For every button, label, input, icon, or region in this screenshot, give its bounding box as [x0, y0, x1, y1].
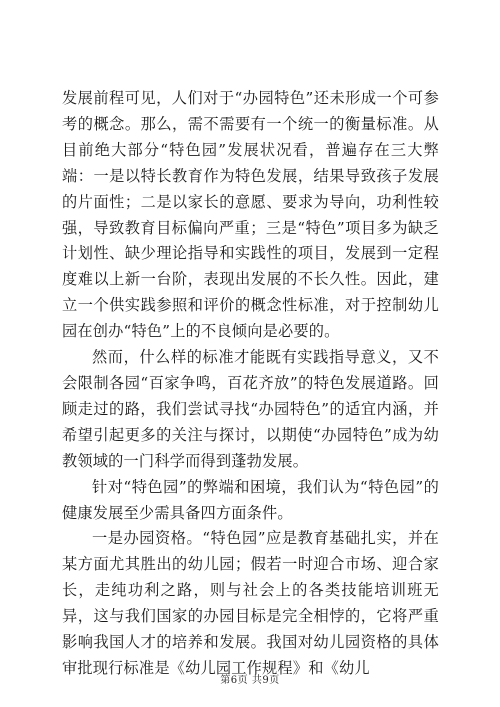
paragraph-1: 发展前程可见，人们对于“办园特色”还未形成一个可参考的概念。那么，需不需要有一个统一的衡量标准。从目前绝大部分“特色园”发展状况看，普遍存在三大弊端：一是以特长教育作为特色发展，结果导致孩子发展的片面性；二是以家长的意愿、要求为导向，功利性较强，导致教育目标偏向严重；三是“特色”项目多为缺乏计划性、缺少理论指导和实践性的项目，发展到一定程度难以上新一台阶，表现出发展的不长久性。因此，建立一个供实践参照和评价的概念性标准，对于控制幼儿园在创办“特色”上的不良倾向是必要的。 [62, 89, 439, 341]
page-number-footer: 第6页 共9页 [220, 675, 280, 686]
paragraph-4: 一是办园资格。“特色园”应是教育基础扎实，并在某方面尤其胜出的幼儿园；假若一时迎合市场、迎合家长，走纯功利之路，则与社会上的各类技能培训班无异，这与我们国家的办园目标是完全相悖的，它将严重影响我国人才的培养和发展。我国对幼儿园资格的具体审批现行标准是《幼儿园工作规程》和《幼儿 [62, 529, 439, 677]
paragraph-2: 然而，什么样的标准才能既有实践指导意义，又不会限制各园“百家争鸣，百花齐放”的特色发展道路。回顾走过的路，我们尝试寻找“办园特色”的适宜内涵，并希望引起更多的关注与探讨，以期使“办园特色”成为幼教领域的一门科学而得到蓬勃发展。 [62, 348, 439, 470]
document-body [62, 86, 439, 682]
paragraph-3: 针对“特色园”的弊端和困境，我们认为“特色园”的健康发展至少需具备四方面条件。 [62, 477, 439, 522]
